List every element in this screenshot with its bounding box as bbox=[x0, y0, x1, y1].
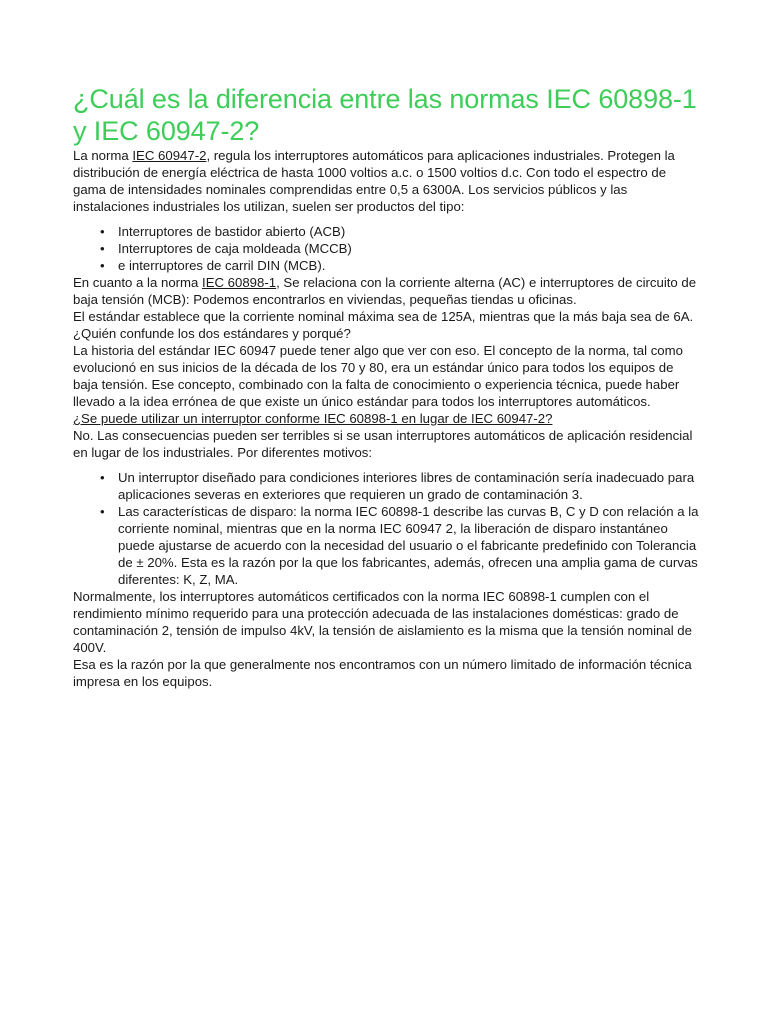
document-page bbox=[73, 83, 701, 690]
list-item: • Interruptores de caja moldeada (MCCB) bbox=[73, 240, 701, 257]
reasons-list bbox=[73, 469, 701, 588]
closing-note: Esa es la razón por la que generalmente nos encontramos con un número limitado de información técnica impresa en los equipos. bbox=[73, 657, 692, 689]
substitution-answer: No. Las consecuencias pueden ser terribles si se usan interruptores automáticos de aplicación residencial en lugar de los industriales. Por diferentes motivos: bbox=[73, 428, 693, 460]
substitution-question: ¿Se puede utilizar un interruptor conforme IEC 60898-1 en lugar de IEC 60947-2? bbox=[73, 411, 553, 426]
list-item: • Interruptores de bastidor abierto (ACB) bbox=[73, 223, 701, 240]
intro-rest: , regula los interruptores automáticos para aplicaciones industriales. Protegen la distribución de energía eléctrica de hasta 1000 voltios a.c. o 1500 voltios d.c. Con todo el espectro de gama de intensidades nominales comprendidas entre 0,5 a 6300A. Los servicios públicos y las instalaciones industriales los utilizan, suelen ser productos del tipo: bbox=[73, 148, 675, 214]
page-title: ¿Cuál es la diferencia entre las normas IEC 60898-1 y IEC 60947-2? bbox=[73, 84, 697, 146]
list-item: • Las características de disparo: la norma IEC 60898-1 describe las curvas B, C y D con relación a la corriente nominal, mientras que en la norma IEC 60947 2, la liberación de disparo instantáneo puede ajustarse de acuerdo con la necesidad del usuario o el fabricante predefinido con Tolerancia de ± 20%. Esta es la razón por la que los fabricantes, además, ofrecen una amplia gama de curvas diferentes: K, Z, MA. bbox=[73, 503, 701, 588]
para2-rest: , Se relaciona con la corriente alterna (AC) e interruptores de circuito de baja tensión (MCB): Podemos encontrarlos en viviendas, pequeñas tiendas u oficinas. bbox=[73, 275, 697, 307]
iec-60947-2-link[interactable]: IEC 60947-2 bbox=[132, 148, 207, 163]
confusion-answer: La historia del estándar IEC 60947 puede tener algo que ver con eso. El concepto de la norma, tal como evolucionó en sus inicios de la década de los 70 y 80, era un estándar único para todos los equipos de baja tensión. Ese concepto, combinado con la falta de conocimiento o experiencia técnica, puede haber llevado a la idea errónea de que existe un único estándar para todos los interruptores automáticos. bbox=[73, 343, 683, 409]
list-item: • e interruptores de carril DIN (MCB). bbox=[73, 257, 701, 274]
iec-60898-paragraph bbox=[73, 274, 701, 308]
confusion-question: ¿Quién confunde los dos estándares y porqué? bbox=[73, 326, 351, 341]
closing-paragraph: Normalmente, los interruptores automáticos certificados con la norma IEC 60898-1 cumplen con el rendimiento mínimo requerido para una protección adecuada de las instalaciones domésticas: grado de contaminación 2, tensión de impulso 4kV, la tensión de aislamiento es la misma que la tensión nominal de 400V. bbox=[73, 589, 692, 655]
list-item: • Un interruptor diseñado para condiciones interiores libres de contaminación sería inadecuado para aplicaciones severas en exteriores que requieren un grado de contaminación 3. bbox=[73, 469, 701, 503]
intro-paragraph bbox=[73, 147, 701, 215]
iec-60898-1-link[interactable]: IEC 60898-1 bbox=[202, 275, 277, 290]
breaker-types-list bbox=[73, 223, 701, 274]
intro-prefix: La norma bbox=[73, 148, 133, 163]
para2-prefix: En cuanto a la norma bbox=[73, 275, 203, 290]
rated-current-paragraph: El estándar establece que la corriente nominal máxima sea de 125A, mientras que la más baja sea de 6A. bbox=[73, 309, 694, 324]
